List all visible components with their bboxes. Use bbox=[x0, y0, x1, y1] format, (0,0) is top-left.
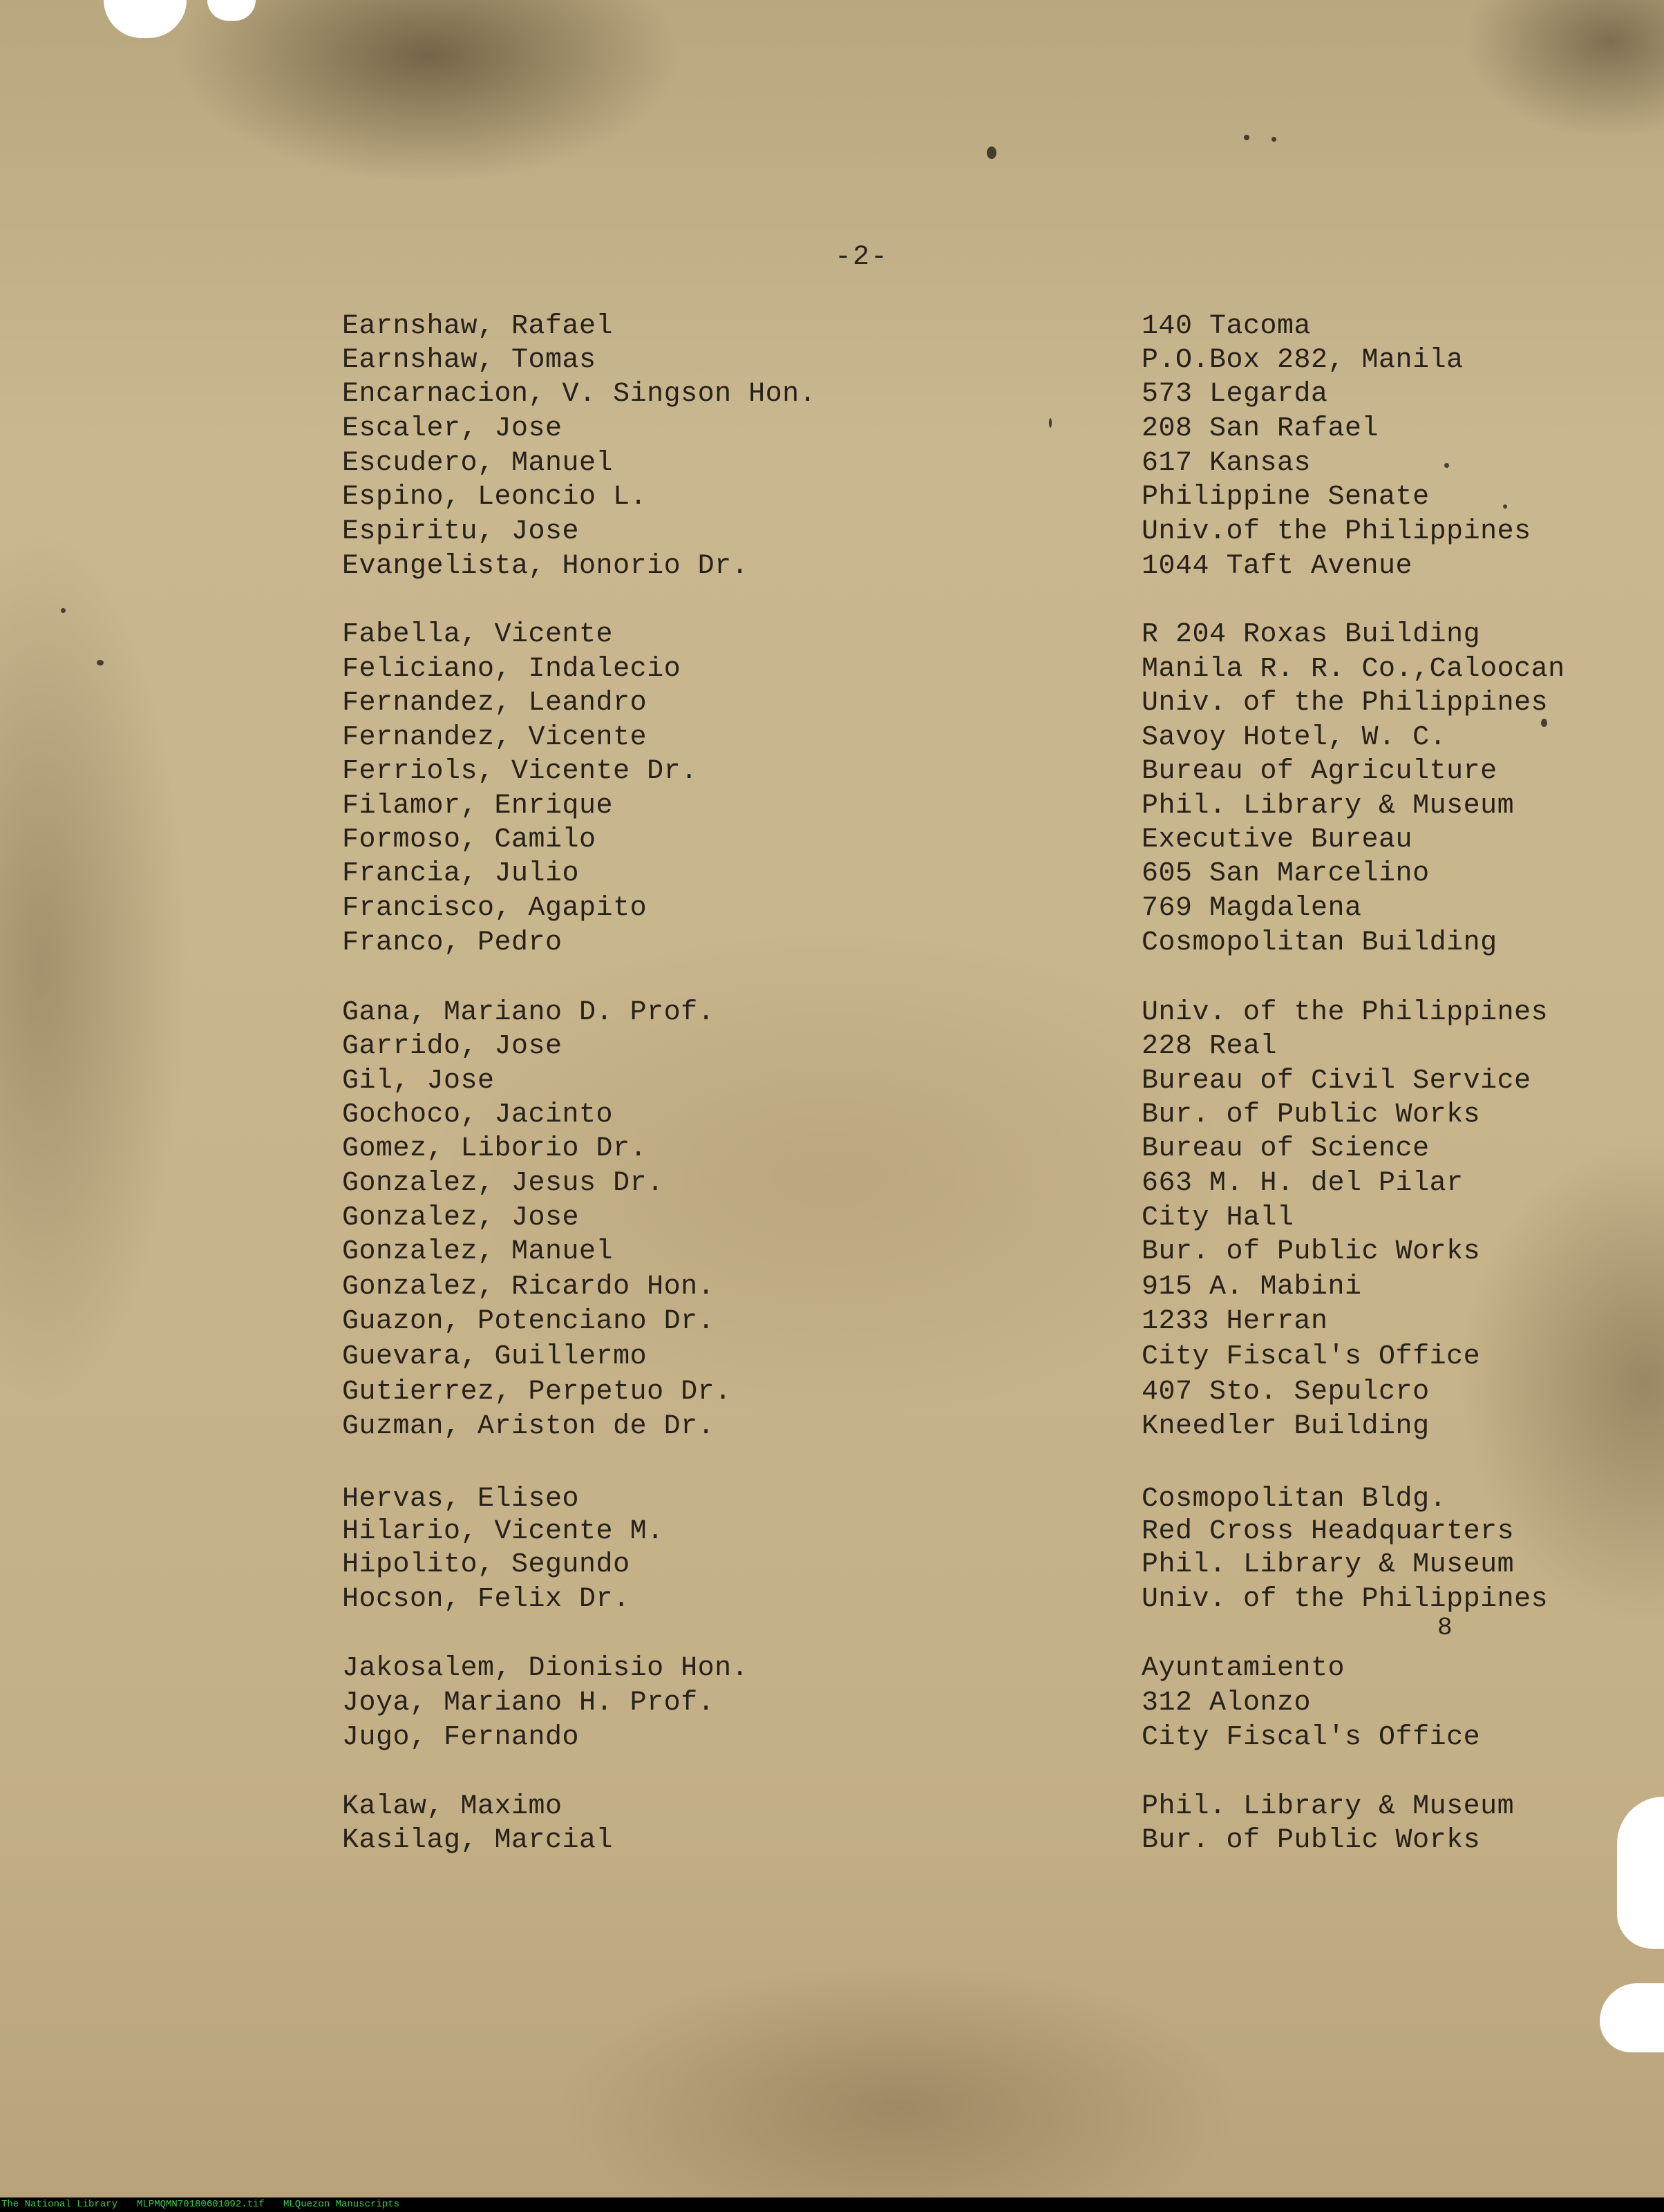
ink-speck bbox=[987, 146, 996, 159]
entry-name: Espino, Leoncio L. bbox=[342, 482, 647, 513]
directory-entry bbox=[0, 1030, 1664, 1064]
directory-entry bbox=[0, 1686, 1664, 1721]
directory-entry bbox=[0, 343, 1664, 378]
entry-name: Gonzalez, Ricardo Hon. bbox=[342, 1272, 715, 1303]
entry-address: Univ. of the Philippines bbox=[1142, 1584, 1549, 1615]
directory-entry bbox=[0, 1270, 1664, 1305]
directory-entry bbox=[0, 1652, 1664, 1686]
entry-address: 140 Tacoma bbox=[1142, 311, 1312, 342]
directory-entry bbox=[0, 1098, 1664, 1133]
entry-name: Escaler, Jose bbox=[342, 413, 562, 444]
stray-handwritten-mark: 8 bbox=[1437, 1614, 1453, 1642]
entry-name: Franco, Pedro bbox=[342, 927, 562, 958]
entry-name: Gutierrez, Perpetuo Dr. bbox=[342, 1377, 732, 1408]
entry-name: Guzman, Ariston de Dr. bbox=[342, 1411, 715, 1442]
entry-address: City Fiscal's Office bbox=[1142, 1722, 1481, 1753]
entry-name: Francisco, Agapito bbox=[342, 893, 647, 924]
directory-entry bbox=[0, 1410, 1664, 1444]
entry-name: Kasilag, Marcial bbox=[342, 1825, 614, 1856]
entry-address: Red Cross Headquarters bbox=[1142, 1516, 1515, 1547]
entry-name: Fernandez, Leandro bbox=[342, 688, 647, 719]
entry-address: Univ. of the Philippines bbox=[1142, 688, 1549, 719]
directory-entry bbox=[0, 446, 1664, 481]
directory-entry bbox=[0, 1482, 1664, 1517]
entry-name: Fabella, Vicente bbox=[342, 619, 614, 650]
directory-entry bbox=[0, 1515, 1664, 1549]
directory-entry bbox=[0, 515, 1664, 549]
directory-entry bbox=[0, 1166, 1664, 1201]
entry-address: Phil. Library & Museum bbox=[1142, 1549, 1515, 1580]
entry-address: 208 San Rafael bbox=[1142, 413, 1379, 444]
entry-name: Gil, Jose bbox=[342, 1066, 495, 1097]
scan-footer-bar bbox=[0, 2197, 1664, 2212]
entry-address: 605 San Marcelino bbox=[1142, 858, 1430, 889]
entry-name: Garrido, Jose bbox=[342, 1031, 562, 1062]
entry-address: 915 A. Mabini bbox=[1142, 1272, 1362, 1303]
entry-address: 617 Kansas bbox=[1142, 448, 1312, 479]
directory-entry bbox=[0, 926, 1664, 961]
directory-entry bbox=[0, 618, 1664, 652]
directory-entry bbox=[0, 1340, 1664, 1374]
entry-address: City Fiscal's Office bbox=[1142, 1341, 1481, 1372]
entry-name: Earnshaw, Rafael bbox=[342, 311, 614, 342]
entry-address: Bureau of Agriculture bbox=[1142, 756, 1497, 787]
entry-name: Guazon, Potenciano Dr. bbox=[342, 1306, 715, 1337]
entry-name: Gonzalez, Jose bbox=[342, 1202, 580, 1233]
directory-entry bbox=[0, 1235, 1664, 1269]
ink-speck bbox=[1271, 137, 1276, 142]
directory-entry bbox=[0, 721, 1664, 755]
directory-entry bbox=[0, 412, 1664, 446]
entry-name: Joya, Mariano H. Prof. bbox=[342, 1688, 715, 1719]
entry-name: Gana, Mariano D. Prof. bbox=[342, 997, 715, 1028]
entry-address: 407 Sto. Sepulcro bbox=[1142, 1377, 1430, 1408]
entry-name: Fernandez, Vicente bbox=[342, 722, 647, 753]
directory-entry bbox=[0, 1548, 1664, 1582]
entry-address: 573 Legarda bbox=[1142, 379, 1328, 410]
directory-entry bbox=[0, 310, 1664, 344]
entry-name: Hipolito, Segundo bbox=[342, 1549, 630, 1580]
directory-entry bbox=[0, 549, 1664, 584]
entry-address: Ayuntamiento bbox=[1142, 1653, 1345, 1684]
directory-entry bbox=[0, 996, 1664, 1030]
entry-address: Univ. of the Philippines bbox=[1142, 997, 1549, 1028]
entry-address: Bur. of Public Works bbox=[1142, 1099, 1481, 1131]
entry-address: 312 Alonzo bbox=[1142, 1688, 1312, 1719]
entry-address: Phil. Library & Museum bbox=[1142, 791, 1515, 822]
directory-entry bbox=[0, 1824, 1664, 1858]
entry-address: 663 M. H. del Pilar bbox=[1142, 1168, 1464, 1199]
entry-address: Kneedler Building bbox=[1142, 1411, 1430, 1442]
entry-name: Feliciano, Indalecio bbox=[342, 654, 681, 685]
entry-name: Escudero, Manuel bbox=[342, 448, 614, 479]
entry-address: 1233 Herran bbox=[1142, 1306, 1328, 1337]
entry-address: Cosmopolitan Bldg. bbox=[1142, 1484, 1447, 1515]
entry-address: 1044 Taft Avenue bbox=[1142, 551, 1413, 582]
ink-speck bbox=[1244, 135, 1249, 140]
entry-name: Gomez, Liborio Dr. bbox=[342, 1133, 647, 1164]
entry-name: Earnshaw, Tomas bbox=[342, 345, 596, 376]
directory-entry bbox=[0, 377, 1664, 412]
entry-address: Executive Bureau bbox=[1142, 824, 1413, 856]
entry-name: Hervas, Eliseo bbox=[342, 1484, 580, 1515]
entry-name: Hilario, Vicente M. bbox=[342, 1516, 664, 1547]
entry-name: Formoso, Camilo bbox=[342, 824, 596, 856]
directory-entry bbox=[0, 1582, 1664, 1617]
entry-name: Kalaw, Maximo bbox=[342, 1791, 562, 1822]
entry-name: Ferriols, Vicente Dr. bbox=[342, 756, 698, 787]
entry-name: Evangelista, Honorio Dr. bbox=[342, 551, 749, 582]
directory-entry bbox=[0, 1721, 1664, 1755]
entry-address: City Hall bbox=[1142, 1202, 1294, 1233]
entry-name: Hocson, Felix Dr. bbox=[342, 1584, 630, 1615]
entry-address: 228 Real bbox=[1142, 1031, 1278, 1062]
directory-entry bbox=[0, 1132, 1664, 1166]
directory-entry bbox=[0, 789, 1664, 824]
directory-entry bbox=[0, 1201, 1664, 1236]
entry-address: Phil. Library & Museum bbox=[1142, 1791, 1515, 1822]
entry-name: Filamor, Enrique bbox=[342, 791, 614, 822]
entry-address: R 204 Roxas Building bbox=[1142, 619, 1481, 650]
entry-name: Jugo, Fernando bbox=[342, 1722, 580, 1753]
entry-name: Gonzalez, Jesus Dr. bbox=[342, 1168, 664, 1199]
footer-source: The National Library bbox=[1, 2199, 118, 2210]
entry-address: Bureau of Science bbox=[1142, 1133, 1430, 1164]
directory-entry bbox=[0, 652, 1664, 687]
paper-tear bbox=[1600, 1983, 1664, 2052]
footer-collection: MLQuezon Manuscripts bbox=[283, 2199, 400, 2210]
entry-name: Gonzalez, Manuel bbox=[342, 1236, 614, 1267]
entry-address: Univ.of the Philippines bbox=[1142, 516, 1531, 547]
entry-address: Bur. of Public Works bbox=[1142, 1825, 1481, 1856]
paper-tear bbox=[207, 0, 256, 21]
page-number: -2- bbox=[835, 242, 889, 273]
directory-entry bbox=[0, 480, 1664, 515]
entry-address: Savoy Hotel, W. C. bbox=[1142, 722, 1447, 753]
entry-name: Francia, Julio bbox=[342, 858, 580, 889]
paper-tear bbox=[104, 0, 187, 38]
directory-entry bbox=[0, 891, 1664, 926]
ink-speck bbox=[61, 608, 66, 613]
directory-entry bbox=[0, 1305, 1664, 1339]
entry-address: Bur. of Public Works bbox=[1142, 1236, 1481, 1267]
footer-file-id: MLPMQMN70180601092.tif bbox=[137, 2199, 265, 2210]
entry-address: Bureau of Civil Service bbox=[1142, 1066, 1531, 1097]
entry-address: P.O.Box 282, Manila bbox=[1142, 345, 1464, 376]
directory-entry bbox=[0, 823, 1664, 858]
entry-name: Espiritu, Jose bbox=[342, 516, 580, 547]
directory-entry bbox=[0, 755, 1664, 789]
directory-entry bbox=[0, 857, 1664, 891]
entry-name: Guevara, Guillermo bbox=[342, 1341, 647, 1372]
directory-entry bbox=[0, 686, 1664, 721]
entry-address: Cosmopolitan Building bbox=[1142, 927, 1497, 958]
entry-address: Philippine Senate bbox=[1142, 482, 1430, 513]
directory-entry bbox=[0, 1375, 1664, 1410]
entry-name: Jakosalem, Dionisio Hon. bbox=[342, 1653, 749, 1684]
entry-name: Gochoco, Jacinto bbox=[342, 1099, 614, 1131]
entry-name: Encarnacion, V. Singson Hon. bbox=[342, 379, 817, 410]
entry-address: 769 Magdalena bbox=[1142, 893, 1362, 924]
directory-entry bbox=[0, 1064, 1664, 1099]
entry-address: Manila R. R. Co.,Caloocan bbox=[1142, 654, 1565, 685]
directory-entry bbox=[0, 1790, 1664, 1824]
